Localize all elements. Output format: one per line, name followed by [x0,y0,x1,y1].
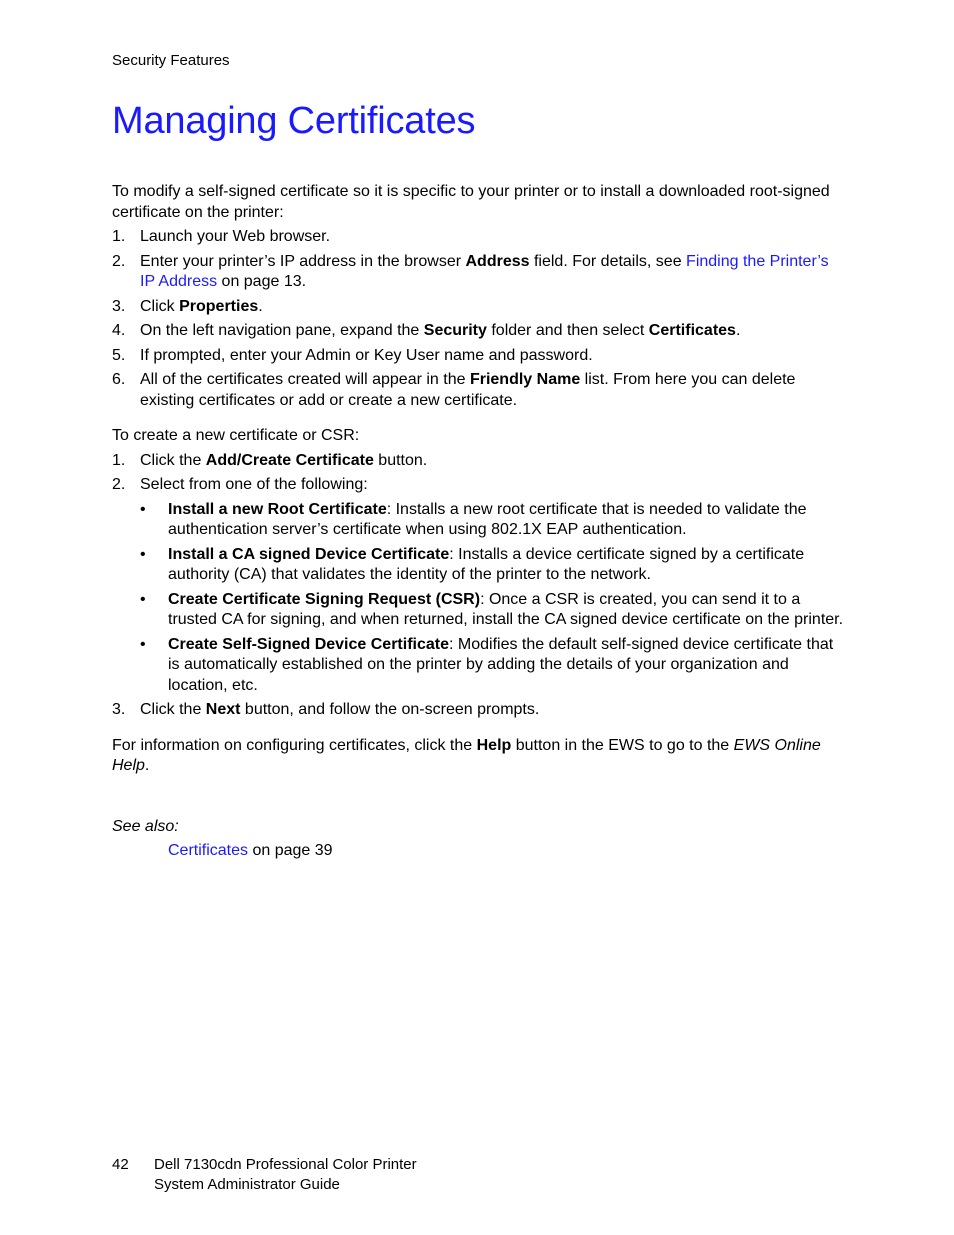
list-item: 6. All of the certificates created will appear in the Friendly Name list. From here you can delete existing certificates or add or create a new certificate. [112,371,796,409]
steps-list-modify [112,227,844,411]
list-item: 1. Launch your Web browser. [112,228,331,245]
intro-paragraph: To modify a self-signed certificate so it is specific to your printer or to install a downloaded root-signed certificate on the printer: [112,183,830,221]
list-item: 2. Enter your printer’s IP address in the browser Address field. For details, see Finding the Printer’s IP Address on page 13. [112,252,829,290]
help-paragraph: For information on configuring certificates, click the Help button in the EWS to go to the EWS Online Help. [112,736,821,774]
list-item: 5. If prompted, enter your Admin or Key User name and password. [112,346,593,364]
body-content [112,182,844,862]
list-item: 1. Click the Add/Create Certificate button. [112,451,428,469]
link-finding-ip-address[interactable]: Finding the Printer’s IP Address [140,252,829,290]
link-certificates[interactable]: Certificates [168,842,249,859]
see-also-entry: Certificates on page 39 [168,842,333,859]
bullet-item: • Install a new Root Certificate: Installs a new root certificate that is needed to validate the authentication server’s certificate when using 802.1X EAP authentication. [140,500,807,538]
options-bullet-list [140,500,844,697]
running-header: Security Features [112,52,230,69]
page-footer [112,1155,417,1194]
list-item: 2. Select from one of the following: • Install a new Root Certificate: Installs a new root certificate that is needed to validate the authentication server’s certificate when using 802.1X EAP authentication. • Install a CA signed Device Certificate: Installs a device certificate signed by a certificate authority (CA) that validates the identity of the printer to the network. • Create Certificate Signing Request (CSR): Once a CSR is created, you can send it to a trusted CA for signing, and when returned, install the CA signed device certificate on the printer. • Create Self-Signed Device Certificate: Modifies the default self-signed device certificate that is automatically established on the printer by adding the details of your organization and location, etc. [112,475,844,696]
bullet-item: • Create Self-Signed Device Certificate: Modifies the default self-signed device certificate that is automatically established on the printer by adding the details of your organization and location, etc. [140,635,834,694]
bullet-item: • Install a CA signed Device Certificate: Installs a device certificate signed by a certificate authority (CA) that validates the identity of the printer to the network. [140,545,805,583]
intro2-paragraph: To create a new certificate or CSR: [112,427,360,444]
page-title: Managing Certificates [112,100,476,142]
list-item: 4. On the left navigation pane, expand the Security folder and then select Certificates. [112,322,741,339]
see-also-label: See also: [112,817,179,835]
footer-guide: System Administrator Guide [154,1175,340,1193]
page-number: 42 [112,1156,129,1173]
bullet-item: • Create Certificate Signing Request (CSR): Once a CSR is created, you can send it to a trusted CA for signing, and when returned, install the CA signed device certificate on the printer. [140,590,844,628]
steps-list-create [112,451,844,721]
footer-product: Dell 7130cdn Professional Color Printer [154,1156,417,1173]
list-item: 3. Click Properties. [112,297,263,315]
list-item: 3. Click the Next button, and follow the on-screen prompts. [112,701,540,718]
